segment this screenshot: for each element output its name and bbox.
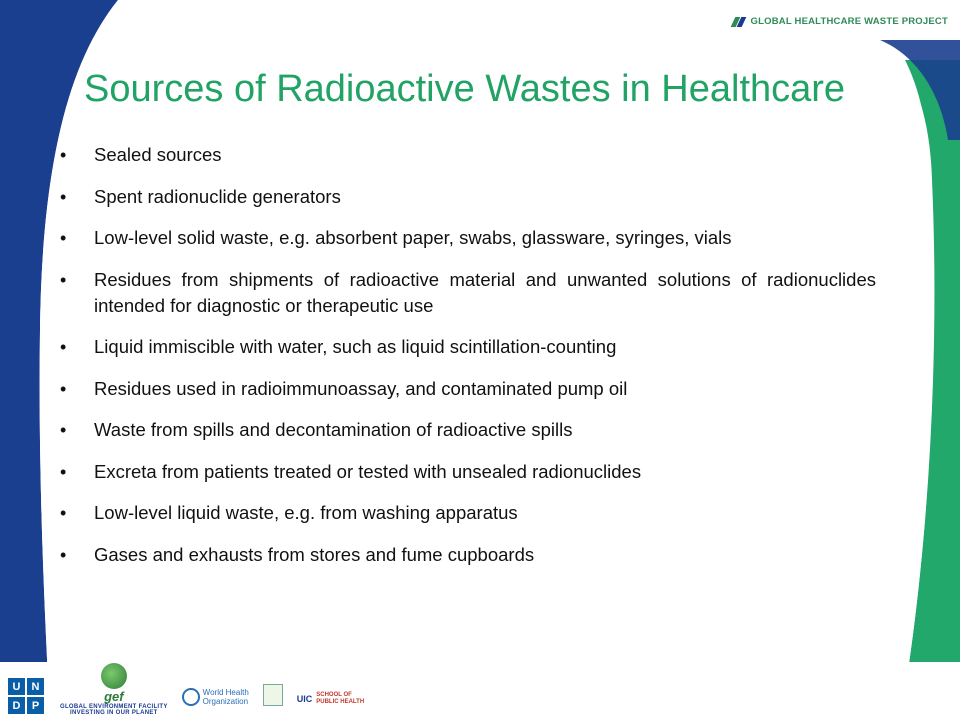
uic-school-line2: PUBLIC HEALTH — [316, 699, 365, 705]
bullet-dot: • — [60, 186, 67, 207]
uic-logo — [297, 692, 364, 716]
bullet-item — [56, 142, 876, 168]
globe-icon — [101, 663, 127, 689]
bullet-dot: • — [60, 420, 67, 440]
bullet-text: Liquid immiscible with water, such as liquid scintillation-counting — [94, 336, 617, 357]
partner-seal-icon — [263, 684, 283, 706]
gef-tagline: GLOBAL ENVIRONMENT FACILITY — [60, 704, 168, 710]
bullet-text: Gases and exhausts from stores and fume cupboards — [94, 543, 535, 565]
bullet-item — [56, 267, 876, 319]
bullet-item — [56, 225, 876, 251]
bullet-dot: • — [60, 378, 67, 399]
slide-title: Sources of Radioactive Wastes in Healthcare — [84, 68, 846, 110]
bullet-dot: • — [60, 228, 67, 248]
bullet-text: Excreta from patients treated or tested with unsealed radionuclides — [94, 460, 642, 482]
bullet-item — [56, 184, 876, 210]
undp-letter: U — [8, 678, 25, 695]
bullet-dot: • — [60, 503, 67, 523]
undp-letter: P — [27, 697, 44, 714]
bullet-text: Residues used in radioimmunoassay, and contaminated pump oil — [94, 377, 628, 399]
bullet-item — [56, 334, 876, 360]
bullet-text: Spent radionuclide generators — [94, 185, 341, 207]
who-line1: World Health — [202, 688, 249, 697]
project-logo-mark — [733, 17, 747, 27]
undp-letter: D — [8, 697, 25, 714]
bullet-item — [56, 376, 876, 402]
bullet-text: Waste from spills and decontamination of radioactive spills — [94, 419, 573, 440]
bullet-dot: • — [60, 544, 67, 565]
uic-label: UIC — [296, 694, 313, 704]
gef-logo — [60, 663, 168, 716]
who-logo — [182, 688, 249, 716]
bullet-text: Sealed sources — [94, 144, 222, 165]
who-emblem-icon — [182, 688, 200, 706]
bullet-dot: • — [60, 145, 67, 165]
bullet-dot: • — [60, 461, 67, 482]
partner-logos — [6, 660, 364, 716]
bullet-item — [56, 542, 876, 568]
bullet-dot: • — [60, 269, 67, 290]
project-logo — [733, 16, 948, 27]
project-name: GLOBAL HEALTHCARE WASTE PROJECT — [750, 16, 948, 27]
bullet-text: Low-level liquid waste, e.g. from washing apparatus — [94, 502, 518, 523]
uic-school-line1: SCHOOL OF — [316, 692, 352, 698]
undp-logo — [6, 676, 46, 716]
bullet-item — [56, 459, 876, 485]
undp-letter: N — [27, 678, 44, 695]
bullet-item — [56, 417, 876, 443]
bullet-text: Residues from shipments of radioactive material and unwanted solutions of radionuclides intended for diagnostic or therapeutic use — [94, 268, 876, 316]
bullet-dot: • — [60, 337, 67, 357]
who-line2: Organization — [202, 697, 249, 706]
gef-name: gef — [104, 689, 124, 704]
bullet-text: Low-level solid waste, e.g. absorbent paper, swabs, glassware, syringes, vials — [94, 227, 732, 248]
bullet-list — [56, 142, 876, 583]
bullet-item — [56, 500, 876, 526]
gef-subtag: INVESTING IN OUR PLANET — [70, 710, 158, 716]
